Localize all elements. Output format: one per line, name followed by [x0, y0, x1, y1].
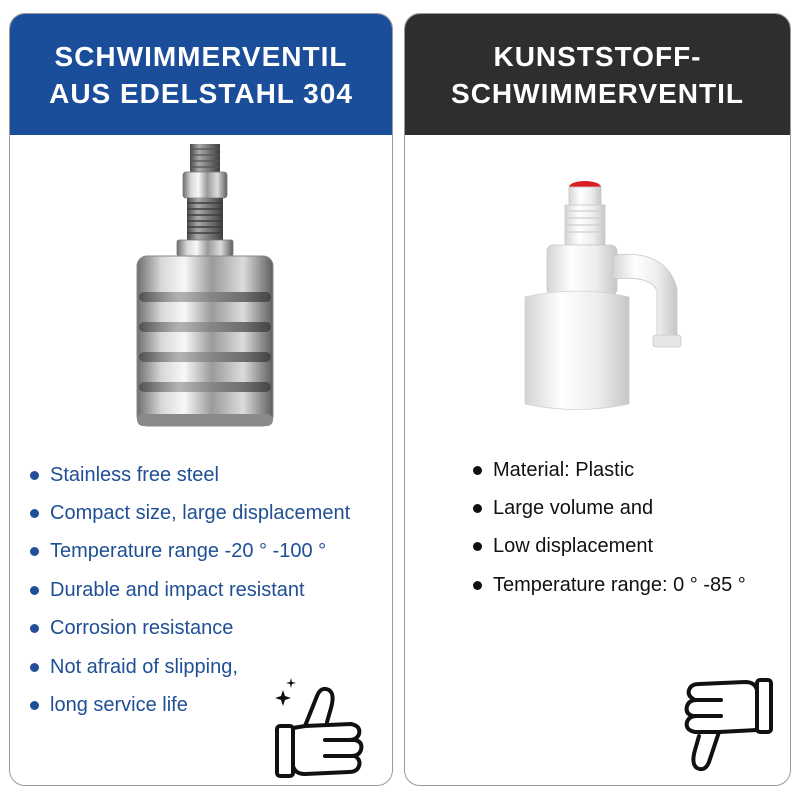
list-item: Corrosion resistance — [30, 610, 350, 648]
list-item: Low displacement — [473, 528, 746, 566]
stainless-title-line1: SCHWIMMERVENTIL — [54, 40, 348, 72]
stainless-steel-panel — [9, 13, 393, 786]
stainless-title-line2: AUS EDELSTAHL 304 — [49, 77, 353, 109]
list-item: Stainless free steel — [30, 456, 350, 494]
stainless-steel-header — [10, 14, 392, 135]
bullet-icon — [30, 471, 39, 480]
bullet-icon — [30, 701, 39, 710]
list-item: Temperature range: 0 ° -85 ° — [473, 566, 746, 604]
thumbs-up-icon — [265, 674, 375, 784]
bullet-icon — [473, 504, 482, 513]
list-item: Large volume and — [473, 489, 746, 527]
list-item: Durable and impact resistant — [30, 571, 350, 609]
plastic-title-line1: KUNSTSTOFF- — [493, 40, 702, 72]
thumbs-down-icon — [675, 674, 775, 784]
list-item: Temperature range -20 ° -100 ° — [30, 533, 350, 571]
list-item: Material: Plastic — [473, 451, 746, 489]
plastic-header — [405, 14, 790, 135]
list-item: Not afraid of slipping, — [30, 648, 350, 686]
bullet-icon — [473, 581, 482, 590]
plastic-panel — [404, 13, 791, 786]
stainless-steel-float-valve-image — [125, 144, 285, 436]
bullet-icon — [473, 542, 482, 551]
plastic-float-valve-image — [517, 179, 687, 414]
bullet-icon — [30, 547, 39, 556]
bullet-icon — [30, 624, 39, 633]
list-item: long service life — [30, 686, 350, 724]
bullet-icon — [30, 663, 39, 672]
bullet-icon — [30, 586, 39, 595]
bullet-icon — [30, 509, 39, 518]
list-item: Compact size, large displacement — [30, 494, 350, 532]
plastic-feature-list — [473, 451, 746, 605]
plastic-title-line2: SCHWIMMERVENTIL — [451, 77, 744, 109]
bullet-icon — [473, 466, 482, 475]
